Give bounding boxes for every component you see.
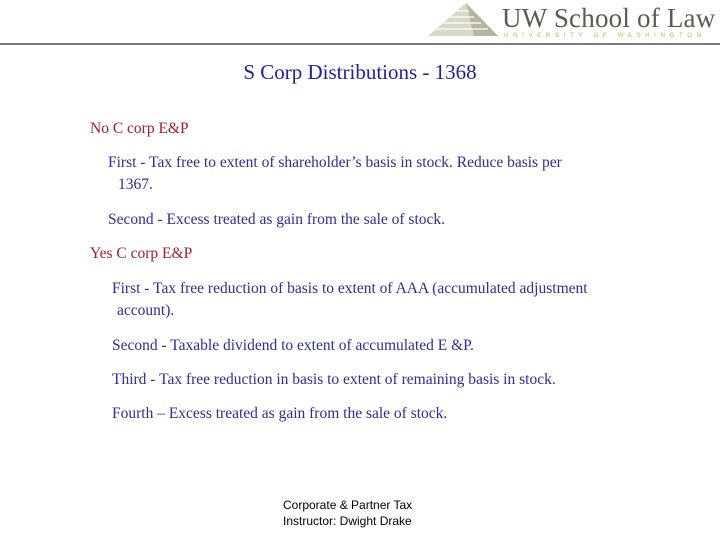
section-heading-yes-ep: Yes C corp E&P (90, 245, 193, 262)
bullet-yes-ep-fourth: Fourth – Excess treated as gain from the sale of stock. (112, 405, 448, 422)
header-divider (0, 43, 720, 45)
bullet-yes-ep-third: Third - Tax free reduction in basis to extent of remaining basis in stock. (112, 371, 556, 388)
footer-course: Corporate & Partner Tax (283, 498, 413, 512)
bullet-yes-ep-first: First - Tax free reduction of basis to extent of AAA (accumulated adjustment (112, 280, 588, 297)
slide-title: S Corp Distributions - 1368 (243, 60, 477, 84)
logo-title: UW School of Law (502, 3, 716, 33)
bullet-no-ep-second: Second - Excess treated as gain from the sale of stock. (108, 211, 446, 228)
footer-instructor: Instructor: Dwight Drake (283, 514, 412, 528)
section-heading-no-ep: No C corp E&P (90, 120, 189, 137)
logo-subtitle: UNIVERSITY OF WASHINGTON (504, 32, 706, 39)
pyramid-logo-icon (426, 2, 500, 38)
bullet-yes-ep-second: Second - Taxable dividend to extent of accumulated E &P. (112, 337, 474, 354)
slide-footer (283, 497, 443, 529)
bullet-no-ep-first: First - Tax free to extent of shareholder’s basis in stock. Reduce basis per (108, 154, 562, 171)
bullet-yes-ep-first-cont: account). (117, 302, 175, 319)
uw-law-logo (420, 0, 720, 44)
bullet-no-ep-first-cont: 1367. (118, 176, 153, 193)
